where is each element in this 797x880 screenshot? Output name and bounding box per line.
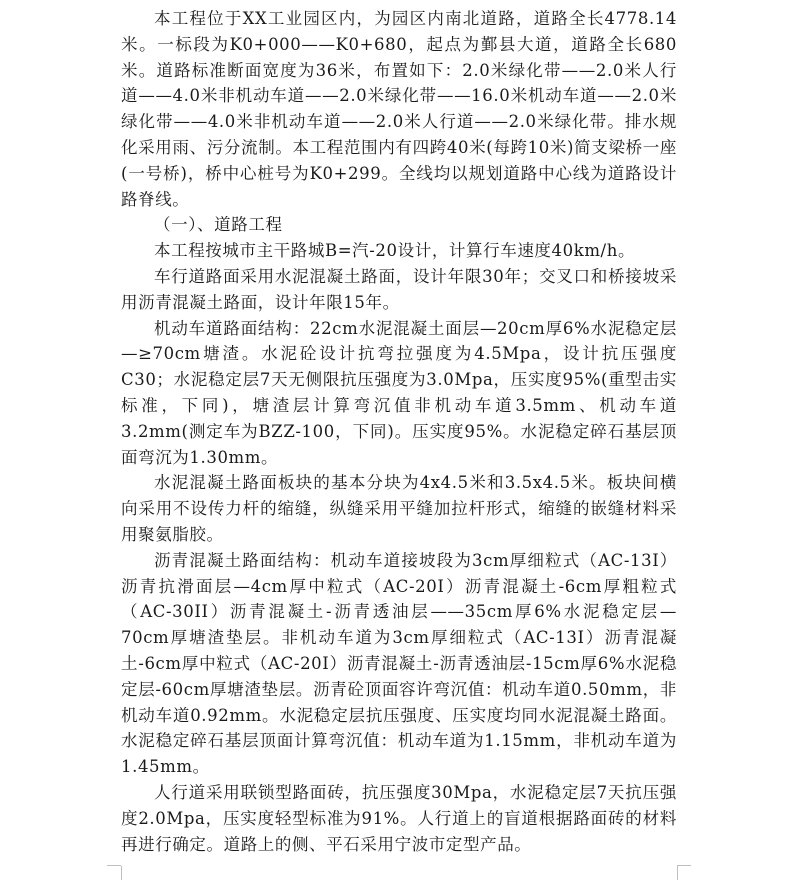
page-corner-mark-left-horizontal (107, 865, 121, 866)
pavement-type-paragraph: 车行道路面采用水泥混凝土路面，设计年限30年；交叉口和桥接坡采用沥青混凝土路面，设计年限15年。 (121, 266, 677, 312)
motorway-structure-paragraph: 机动车道路面结构：22cm水泥混凝土面层—20cm厚6%水泥稳定层—≥70cm塘渣。水泥砼设计抗弯拉强度为4.5Mpa，设计抗压强度C30；水泥稳定层7天无侧限抗压强度为3.0Mpa，压实度95%(重型击实标准，下同)，塘渣层计算弯沉值非机动车道3.5mm、机动车道3.2mm(测定车为BZZ-100，下同)。压实度95%。水泥稳定碎石基层顶面弯沉为1.30mm。 (121, 318, 677, 467)
document-body (121, 6, 677, 857)
sidewalk-paragraph: 人行道采用联锁型路面砖，抗压强度30Mpa，水泥稳定层7天抗压强度2.0Mpa，压实度轻型标准为91%。人行道上的盲道根据路面砖的材料再进行确定。道路上的侧、平石采用宁波市定型产品。 (121, 782, 677, 854)
page-corner-mark-right-horizontal (677, 865, 691, 866)
concrete-slab-paragraph: 水泥混凝土路面板块的基本分块为4x4.5米和3.5x4.5米。板块间横向采用不设传力杆的缩缝，纵缝采用平缝加拉杆形式，缩缝的嵌缝材料采用聚氨脂胶。 (121, 473, 677, 544)
page-corner-mark-right (677, 866, 692, 880)
project-overview-paragraph: 本工程位于XX工业园区内，为园区内南北道路，道路全长4778.14米。一标段为K0+000——K0+680，起点为鄞县大道，道路全长680米。道路标准断面宽度为36米，布置如下：2.0米绿化带——2.0米人行道——4.0米非机动车道——2.0米绿化带——16.0米机动车道——2.0米绿化带——4.0米非机动车道——2.0米人行道——2.0米绿化带。排水规化采用雨、污分流制。本工程范围内有四跨40米(每跨10米)简支梁桥一座(一号桥)，桥中心桩号为K0+299。全线均以规划道路中心线为道路设计路脊线。 (121, 9, 677, 209)
design-standard-paragraph: 本工程按城市主干路城B=汽-20设计，计算行车速度40km/h。 (154, 241, 636, 261)
section-heading: （一）、道路工程 (154, 215, 283, 235)
page-corner-mark-left (107, 866, 122, 880)
asphalt-structure-paragraph: 沥青混凝土路面结构：机动车道接坡段为3cm厚细粒式（AC-13I）沥青抗滑面层—4cm厚中粒式（AC-20I）沥青混凝土-6cm厚粗粒式（AC-30II）沥青混凝土-沥青透油层——35cm厚6%水泥稳定层—70cm厚塘渣垫层。非机动车道为3cm厚细粒式（AC-13I）沥青混凝土-6cm厚中粒式（AC-20I）沥青混凝土-沥青透油层-15cm厚6%水泥稳定层-60cm厚塘渣垫层。沥青砼顶面容许弯沉值：机动车道0.50mm，非机动车道0.92mm。水泥稳定层抗压强度、压实度均同水泥混凝土路面。水泥稳定碎石基层顶面计算弯沉值：机动车道为1.15mm，非机动车道为1.45mm。 (121, 550, 677, 777)
